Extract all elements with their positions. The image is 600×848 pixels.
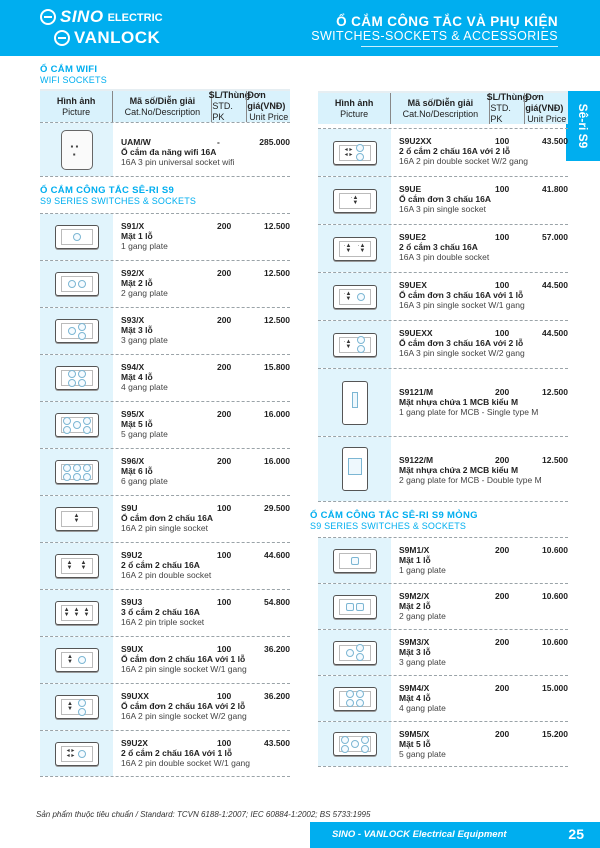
standard-note: Sản phẩm thuộc tiêu chuẩn / Standard: TCVN 6188-1:2007; IEC 60884-1:2002; BS 5733:1995 (36, 810, 371, 819)
section-title-vn: Ổ CẮM CÔNG TẮC SÊ-RI S9 (40, 185, 175, 196)
table-row (40, 122, 290, 177)
item-price: 10.600 (542, 591, 568, 601)
2-pin-double-socket-2-gang-icon: ◂ ▸ ◂ ▸ (333, 141, 377, 165)
item-desc-vn: Ổ cắm đa năng wifi 16A (121, 147, 217, 157)
item-code: S9UEX (399, 280, 427, 290)
table-row (318, 537, 568, 583)
item-code: S9UEXX (399, 328, 433, 338)
item-desc-vn: 2 ổ cắm 3 chấu 16A (399, 242, 478, 252)
table-row (40, 260, 290, 307)
item-qty: 200 (217, 268, 232, 278)
table-row (40, 495, 290, 542)
item-desc-en: 5 gang plate (399, 749, 446, 759)
2-pin-double-socket-icon: ▲ ▼ ▲ ▼ (55, 554, 99, 578)
page-title (311, 14, 558, 43)
item-qty: 100 (217, 691, 232, 701)
item-code: S9UE2 (399, 232, 426, 242)
item-desc-en: 16A 2 pin double socket (121, 570, 212, 580)
item-price: 15.200 (542, 729, 568, 739)
item-qty: 100 (495, 184, 510, 194)
3-pin-socket-1-gang-icon: ·▲ ▼ (333, 285, 377, 309)
item-desc-vn: Mặt 4 lỗ (399, 693, 431, 703)
right-column (310, 91, 568, 767)
item-qty: 100 (495, 136, 510, 146)
universal-wifi-socket-icon: ▪ ▪ ▪ (61, 130, 93, 170)
plate-6-gang-icon (55, 460, 99, 484)
col-desc-vn: Mã số/Diễn giải (129, 95, 196, 106)
2-pin-socket-1-gang-icon: ▲ ▼ (55, 648, 99, 672)
col-price-vn: Đơn giá(VNĐ) (247, 90, 286, 111)
item-desc-vn: 2 ổ cắm 2 chấu 16A (121, 560, 200, 570)
item-code: S9U2XX (399, 136, 432, 146)
table-row (318, 721, 568, 767)
item-code: UAM/W (121, 137, 151, 147)
item-desc-en: 16A 3 pin single socket (399, 204, 486, 214)
table-row (318, 176, 568, 224)
table-row (40, 448, 290, 495)
item-desc-en: 4 gang plate (121, 382, 168, 392)
item-desc-vn: Mặt 5 lỗ (121, 419, 153, 429)
col-price-en: Unit Price (249, 112, 289, 122)
item-price: 12.500 (542, 387, 568, 397)
item-code: S93/X (121, 315, 145, 325)
table-header (40, 89, 290, 122)
slim-plate-2-gang-icon (333, 595, 377, 619)
table-row (40, 401, 290, 448)
slim-plate-3-gang-icon (333, 641, 377, 665)
page-number: 25 (568, 826, 584, 842)
section-title-s9-slim (310, 510, 568, 531)
item-desc-en: 3 gang plate (121, 335, 168, 345)
col-desc-en: Cat.No/Description (402, 108, 479, 119)
item-qty: 200 (495, 637, 510, 647)
table-row (40, 683, 290, 730)
item-price: 12.500 (264, 268, 290, 278)
item-desc-vn: 2 ổ cắm 2 chấu 16A với 1 lỗ (121, 748, 233, 758)
col-price-en: Unit Price (527, 114, 567, 124)
col-qty-en: STD. PK (490, 103, 511, 124)
col-picture-vn: Hình ảnh (334, 97, 374, 108)
item-code: S9UX (121, 644, 144, 654)
item-qty: 100 (217, 738, 232, 748)
item-desc-vn: Ổ cắm đơn 3 chấu 16A với 1 lỗ (399, 290, 524, 300)
series-side-tab (566, 91, 600, 161)
item-code: S9U3 (121, 597, 143, 607)
footer-bar (310, 822, 600, 848)
item-code: S96/X (121, 456, 145, 466)
series-side-tab-label: Sê-ri S9 (576, 103, 590, 149)
item-desc-vn: Ổ cắm đơn 2 chấu 16A (121, 513, 214, 523)
item-price: 15.800 (264, 362, 290, 372)
2-pin-double-socket-1-gang-icon: ◂ ▸ ◂ ▸ (55, 742, 99, 766)
item-price: 12.500 (542, 455, 568, 465)
item-qty: 100 (217, 644, 232, 654)
table-row (40, 213, 290, 260)
item-desc-vn: Ổ cắm đơn 2 chấu 16A với 2 lỗ (121, 701, 246, 711)
slim-plate-1-gang-icon (333, 549, 377, 573)
item-qty: 200 (495, 455, 510, 465)
item-qty: 100 (495, 280, 510, 290)
item-code: S9M5/X (399, 729, 430, 739)
item-qty: 200 (495, 387, 510, 397)
table-row (318, 128, 568, 176)
item-desc-vn: Mặt 4 lỗ (121, 372, 153, 382)
table-row (40, 542, 290, 589)
mcb-plate-single-icon (342, 381, 368, 425)
title-underline (361, 46, 558, 47)
item-code: S92/X (121, 268, 145, 278)
2-pin-triple-socket-icon: ▲ ▼ ▲ ▼ ▲ ▼ (55, 601, 99, 625)
item-price: 36.200 (264, 691, 290, 701)
item-desc-vn: Mặt 5 lỗ (399, 739, 431, 749)
page-header (0, 0, 600, 56)
item-code: S9M3/X (399, 637, 430, 647)
item-price: 54.800 (264, 597, 290, 607)
3-pin-double-socket-icon: ·▲ ▼ ·▲ ▼ (333, 237, 377, 261)
table-row (40, 354, 290, 401)
item-desc-en: 2 gang plate (399, 611, 446, 621)
table-header (318, 91, 568, 124)
item-code: S9M4/X (399, 683, 430, 693)
col-qty-en: STD. PK (212, 101, 233, 122)
item-qty: 100 (495, 328, 510, 338)
item-desc-en: 16A 2 pin single socket W/2 gang (121, 711, 247, 721)
table-row (40, 307, 290, 354)
section-title-en: WIFI SOCKETS (40, 75, 107, 85)
item-desc-vn: Mặt nhựa chứa 1 MCB kiểu M (399, 397, 519, 407)
item-desc-vn: Mặt 1 lỗ (121, 231, 153, 241)
section-title-wifi (40, 64, 290, 85)
item-code: S9122/M (399, 455, 434, 465)
item-desc-en: 16A 2 pin single socket (121, 523, 208, 533)
plate-4-gang-icon (55, 366, 99, 390)
item-desc-vn: 3 ổ cắm 2 chấu 16A (121, 607, 200, 617)
item-qty: 100 (217, 503, 232, 513)
table-row (318, 224, 568, 272)
table-row (318, 629, 568, 675)
vanlock-emblem-icon (54, 30, 70, 46)
item-price: 44.600 (264, 550, 290, 560)
item-qty: 200 (217, 221, 232, 231)
item-qty: 200 (495, 729, 510, 739)
item-price: 10.600 (542, 637, 568, 647)
plate-1-gang-icon (55, 225, 99, 249)
item-qty: 200 (217, 315, 232, 325)
item-desc-vn: Mặt 6 lỗ (121, 466, 153, 476)
item-desc-en: 4 gang plate (399, 703, 446, 713)
left-column (40, 64, 290, 777)
item-desc-en: 16A 3 pin single socket W/1 gang (399, 300, 525, 310)
item-qty: 200 (495, 683, 510, 693)
3-pin-single-socket-icon: ·▲ ▼ (333, 189, 377, 213)
plate-2-gang-icon (55, 272, 99, 296)
item-qty: 200 (495, 591, 510, 601)
item-qty: - (217, 137, 220, 147)
item-code: S94/X (121, 362, 145, 372)
item-price: 41.800 (542, 184, 568, 194)
item-desc-vn: Mặt 2 lỗ (399, 601, 431, 611)
brand-sino: SINO (60, 6, 104, 26)
item-price: 29.500 (264, 503, 290, 513)
col-picture-en: Picture (340, 108, 369, 119)
col-desc-vn: Mã số/Diễn giải (407, 97, 474, 108)
footer-brand-line: SINO - VANLOCK Electrical Equipment (332, 829, 507, 840)
item-qty: 200 (495, 545, 510, 555)
item-desc-en: 1 gang plate (399, 565, 446, 575)
col-desc-en: Cat.No/Description (124, 106, 201, 117)
item-desc-vn: 2 ổ cắm 2 chấu 16A với 2 lỗ (399, 146, 511, 156)
item-code: S9UE (399, 184, 422, 194)
item-qty: 200 (217, 409, 232, 419)
3-pin-socket-2-gang-icon: ·▲ ▼ (333, 333, 377, 357)
table-row (40, 730, 290, 777)
mcb-plate-double-icon (342, 447, 368, 491)
item-desc-vn: Mặt 3 lỗ (399, 647, 431, 657)
slim-plate-5-gang-icon (333, 732, 377, 756)
item-desc-en: 1 gang plate (121, 241, 168, 251)
item-desc-vn: Ổ cắm đơn 3 chấu 16A (399, 194, 492, 204)
item-desc-vn: Ổ cắm đơn 2 chấu 16A với 1 lỗ (121, 654, 246, 664)
col-qty-vn: SL/Thùng (208, 90, 251, 100)
item-code: S91/X (121, 221, 145, 231)
item-desc-vn: Ổ cắm đơn 3 chấu 16A với 2 lỗ (399, 338, 524, 348)
table-row (318, 320, 568, 368)
item-price: 285.000 (259, 137, 290, 147)
page-title-vn: Ổ CẮM CÔNG TẮC VÀ PHỤ KIỆN (336, 14, 558, 29)
item-desc-en: 5 gang plate (121, 429, 168, 439)
item-price: 16.000 (264, 456, 290, 466)
table-row (318, 583, 568, 629)
item-code: S95/X (121, 409, 145, 419)
plate-5-gang-icon (55, 413, 99, 437)
table-row (318, 436, 568, 502)
brand-sino-sub: ELECTRIC (107, 12, 163, 24)
section-title-en: S9 SERIES SWITCHES & SOCKETS (310, 521, 467, 531)
item-qty: 100 (217, 597, 232, 607)
section-title-vn: Ổ CẮM WIFI (40, 64, 98, 75)
item-price: 36.200 (264, 644, 290, 654)
item-desc-vn: Mặt 3 lỗ (121, 325, 153, 335)
table-row (40, 589, 290, 636)
col-qty-vn: SL/Thùng (486, 92, 529, 102)
item-desc-en: 16A 3 pin double socket (399, 252, 490, 262)
item-code: S9U2 (121, 550, 143, 560)
col-picture-vn: Hình ảnh (56, 95, 96, 106)
page-title-en: SWITCHES-SOCKETS & ACCESSORIES (311, 29, 558, 43)
item-desc-en: 16A 2 pin single socket W/1 gang (121, 664, 247, 674)
item-price: 16.000 (264, 409, 290, 419)
col-price-vn: Đơn giá(VNĐ) (525, 92, 564, 113)
item-qty: 200 (217, 362, 232, 372)
item-qty: 200 (217, 456, 232, 466)
section-title-en: S9 SERIES SWITCHES & SOCKETS (40, 196, 197, 206)
brand-logo (40, 6, 163, 48)
item-price: 43.500 (542, 136, 568, 146)
2-pin-socket-2-gang-icon: ▲ ▼ (55, 695, 99, 719)
item-desc-vn: Mặt 1 lỗ (399, 555, 431, 565)
item-desc-en: 2 gang plate (121, 288, 168, 298)
item-code: S9U2X (121, 738, 148, 748)
item-price: 44.500 (542, 280, 568, 290)
table-row (318, 272, 568, 320)
sino-globe-icon (40, 9, 56, 25)
col-picture-en: Picture (62, 106, 91, 117)
item-desc-en: 16A 2 pin triple socket (121, 617, 205, 627)
item-price: 43.500 (264, 738, 290, 748)
section-title-vn: Ổ CẮM CÔNG TẮC SÊ-RI S9 MỎNG (310, 510, 478, 521)
table-row (318, 675, 568, 721)
item-qty: 100 (495, 232, 510, 242)
item-price: 12.500 (264, 221, 290, 231)
brand-vanlock: VANLOCK (74, 27, 161, 47)
table-row (318, 368, 568, 436)
plate-3-gang-icon (55, 319, 99, 343)
item-desc-en: 6 gang plate (121, 476, 168, 486)
item-code: S9M2/X (399, 591, 430, 601)
2-pin-single-socket-icon: ▲ ▼ (55, 507, 99, 531)
item-desc-en: 16A 2 pin double socket W/2 gang (399, 156, 529, 166)
item-price: 57.000 (542, 232, 568, 242)
item-desc-en: 16A 3 pin single socket W/2 gang (399, 348, 525, 358)
item-desc-en: 3 gang plate (399, 657, 446, 667)
item-desc-en: 16A 2 pin double socket W/1 gang (121, 758, 251, 768)
item-code: S9UXX (121, 691, 149, 701)
item-code: S9121/M (399, 387, 434, 397)
section-title-s9 (40, 185, 290, 206)
item-code: S9M1/X (399, 545, 430, 555)
item-price: 10.600 (542, 545, 568, 555)
item-price: 12.500 (264, 315, 290, 325)
item-desc-vn: Mặt 2 lỗ (121, 278, 153, 288)
item-desc-en: 1 gang plate for MCB - Single type M (399, 407, 539, 417)
item-qty: 100 (217, 550, 232, 560)
item-desc-en: 2 gang plate for MCB - Double type M (399, 475, 542, 485)
slim-plate-4-gang-icon (333, 687, 377, 711)
table-row (40, 636, 290, 683)
item-desc-vn: Mặt nhựa chứa 2 MCB kiểu M (399, 465, 519, 475)
item-price: 44.500 (542, 328, 568, 338)
item-code: S9U (121, 503, 138, 513)
item-price: 15.000 (542, 683, 568, 693)
item-desc-en: 16A 3 pin universal socket wifi (121, 157, 235, 167)
